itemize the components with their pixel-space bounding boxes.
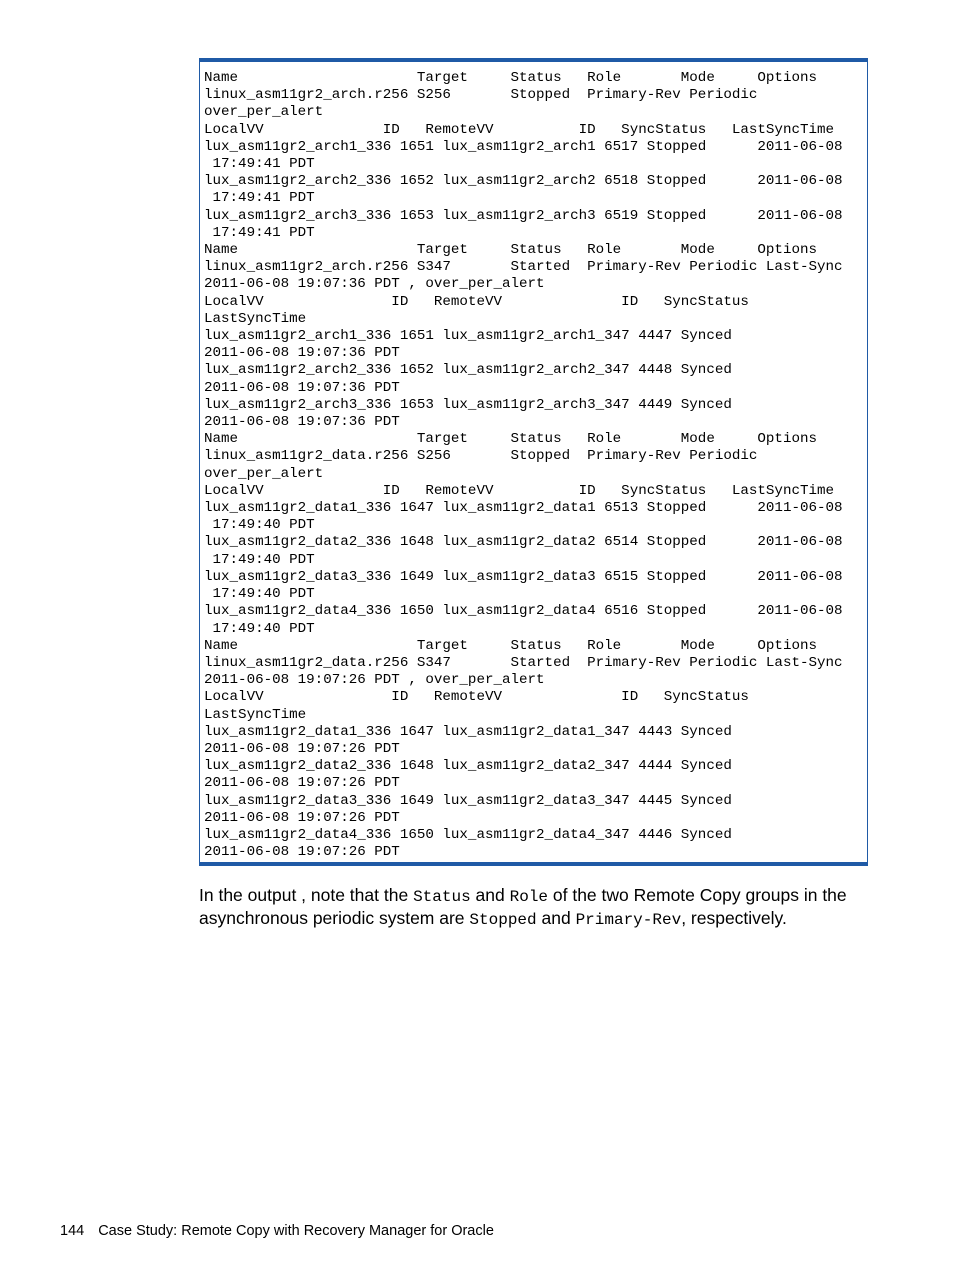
- page-number: 144: [60, 1223, 85, 1239]
- footer-title: Case Study: Remote Copy with Recovery Manager for Oracle: [98, 1223, 494, 1239]
- stopped-code: Stopped: [469, 911, 537, 929]
- primary-rev-code: Primary-Rev: [575, 911, 682, 929]
- explanation-paragraph: [199, 885, 889, 931]
- note-text-2: and: [470, 885, 510, 905]
- note-text-3: of the two Remote Copy groups in the asynchronous periodic system are: [199, 885, 847, 928]
- page-footer: [60, 1222, 494, 1240]
- role-code: Role: [509, 888, 549, 906]
- note-text-4: and: [536, 908, 576, 928]
- command-output-box: [199, 58, 868, 866]
- note-text-5: , respectively.: [681, 908, 787, 928]
- status-code: Status: [413, 888, 471, 906]
- command-output-text: Name Target Status Role Mode Options linux_asm11gr2_arch.r256 S256 Stopped Primary-Rev Periodic over_per_alert LocalVV ID RemoteVV ID SyncStatus LastSyncTime lux_asm11gr2_arch1_336 1651 lux_asm11gr2_arch1 6517 Stopped 2011-06-08 17:49:41 PDT lux_asm11gr2_arch2_336 1652 lux_asm11gr2_arch2 6518 Stopped 2011-06-08 17:49:41 PDT lux_asm11gr2_arch3_336 1653 lux_asm11gr2_arch3 6519 Stopped 2011-06-08 17:49:41 PDT Name Target Status Role Mode Options linux_asm11gr2_arch.r256 S347 Started Primary-Rev Periodic Last-Sync 2011-06-08 19:07:36 PDT , over_per_alert LocalVV ID RemoteVV ID SyncStatus LastSyncTime lux_asm11gr2_arch1_336 1651 lux_asm11gr2_arch1_347 4447 Synced 2011-06-08 19:07:36 PDT lux_asm11gr2_arch2_336 1652 lux_asm11gr2_arch2_347 4448 Synced 2011-06-08 19:07:36 PDT lux_asm11gr2_arch3_336 1653 lux_asm11gr2_arch3_347 4449 Synced 2011-06-08 19:07:36 PDT Name Target Status Role Mode Options linux_asm11gr2_data.r256 S256 Stopped Primary-Rev Periodic over_per_alert LocalVV ID RemoteVV ID SyncStatus LastSyncTime lux_asm11gr2_data1_336 1647 lux_asm11gr2_data1 6513 Stopped 2011-06-08 17:49:40 PDT lux_asm11gr2_data2_336 1648 lux_asm11gr2_data2 6514 Stopped 2011-06-08 17:49:40 PDT lux_asm11gr2_data3_336 1649 lux_asm11gr2_data3 6515 Stopped 2011-06-08 17:49:40 PDT lux_asm11gr2_data4_336 1650 lux_asm11gr2_data4 6516 Stopped 2011-06-08 17:49:40 PDT Name Target Status Role Mode Options linux_asm11gr2_data.r256 S347 Started Primary-Rev Periodic Last-Sync 2011-06-08 19:07:26 PDT , over_per_alert LocalVV ID RemoteVV ID SyncStatus LastSyncTime lux_asm11gr2_data1_336 1647 lux_asm11gr2_data1_347 4443 Synced 2011-06-08 19:07:26 PDT lux_asm11gr2_data2_336 1648 lux_asm11gr2_data2_347 4444 Synced 2011-06-08 19:07:26 PDT lux_asm11gr2_data3_336 1649 lux_asm11gr2_data3_347 4445 Synced 2011-06-08 19:07:26 PDT lux_asm11gr2_data4_336 1650 lux_asm11gr2_data4_347 4446 Synced 2011-06-08 19:07:26 PDT: [204, 70, 843, 861]
- note-text-1: In the output , note that the: [199, 885, 414, 905]
